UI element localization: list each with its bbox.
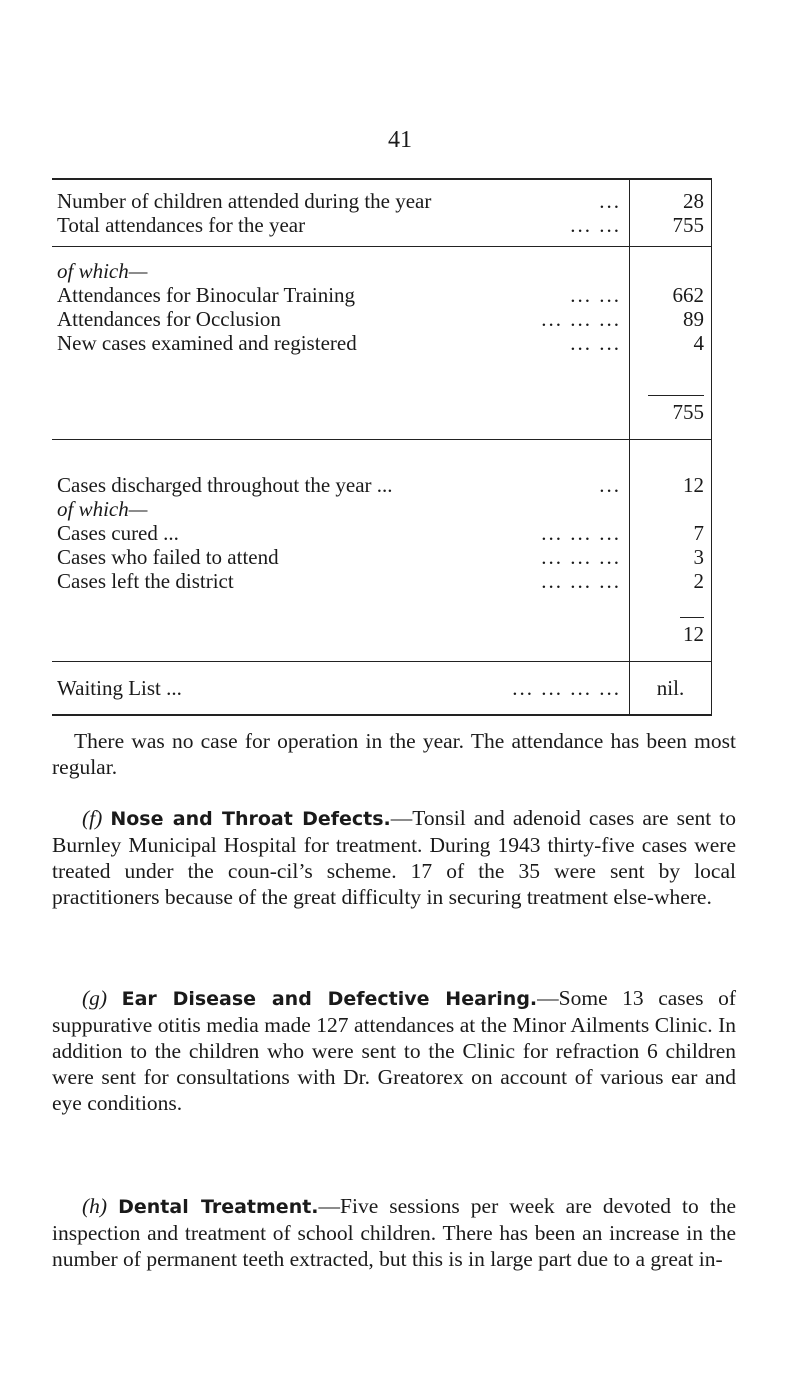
section-heading: Ear Disease and Defective Hearing. <box>121 988 538 1010</box>
section-intro: of which— <box>57 497 148 521</box>
table-value: 662 <box>672 283 704 307</box>
paragraph-operation: There was no case for operation in the year. The attendance has been most regular. <box>52 729 736 779</box>
table-value: 2 <box>693 569 704 593</box>
table-row: Cases left the district ... ... ... <box>57 569 621 593</box>
table-value: 3 <box>693 545 704 569</box>
paragraph-nose-throat: (f) Nose and Throat Defects.—Tonsil and adenoid cases are sent to Burnley Municipal Hospital for treatment. During 1943 thirty-five cases were treated under the coun-cil’s scheme. 17 of the 35 were sent by local practitioners because of the great difficulty in securing treatment else-where. <box>52 806 736 909</box>
table-value: 7 <box>693 521 704 545</box>
table-value: 12 <box>683 473 704 497</box>
table-value: nil. <box>656 676 685 700</box>
table-section-attendance <box>52 180 711 247</box>
page-number: 41 <box>388 127 412 153</box>
table-value: 4 <box>693 331 704 355</box>
stats-table <box>52 178 712 716</box>
table-row: Waiting List ... ... ... ... ... <box>57 676 621 700</box>
section-heading: Nose and Throat Defects. <box>110 808 391 830</box>
total-value: 12 <box>680 617 704 642</box>
table-row: Number of children attended during the year ... <box>57 189 621 213</box>
section-heading: Dental Treatment. <box>118 1196 319 1218</box>
table-value: 755 <box>672 213 704 237</box>
table-section-breakdown <box>52 247 711 440</box>
table-row: Total attendances for the year ... ... <box>57 213 621 237</box>
paragraph-ear-hearing: (g) Ear Disease and Defective Hearing.—Some 13 cases of suppurative otitis media made 127 attendances at the Minor Ailments Clinic. In addition to the children who were sent to the Clinic for refraction 6 children were sent for consultations with Dr. Greatorex on account of various ear and eye conditions. <box>52 986 737 1115</box>
table-row: New cases examined and registered ... ... <box>57 331 621 355</box>
table-row: Attendances for Occlusion ... ... ... <box>57 307 621 331</box>
section-intro: of which— <box>57 259 148 283</box>
table-row: Cases cured ... ... ... ... <box>57 521 621 545</box>
total-value: 755 <box>648 395 704 420</box>
table-value: 28 <box>683 189 704 213</box>
table-value: 89 <box>683 307 704 331</box>
paragraph-dental: (h) Dental Treatment.—Five sessions per week are devoted to the inspection and treatment of school children. There has been an increase in the number of permanent teeth extracted, but this is in large part due to a great in- <box>52 1194 737 1271</box>
table-section-discharged <box>52 440 711 662</box>
table-row: Attendances for Binocular Training ... ... <box>57 283 621 307</box>
table-row: Cases who failed to attend ... ... ... <box>57 545 621 569</box>
table-row: Cases discharged throughout the year ... ... <box>57 473 621 497</box>
table-section-waiting <box>52 662 711 714</box>
